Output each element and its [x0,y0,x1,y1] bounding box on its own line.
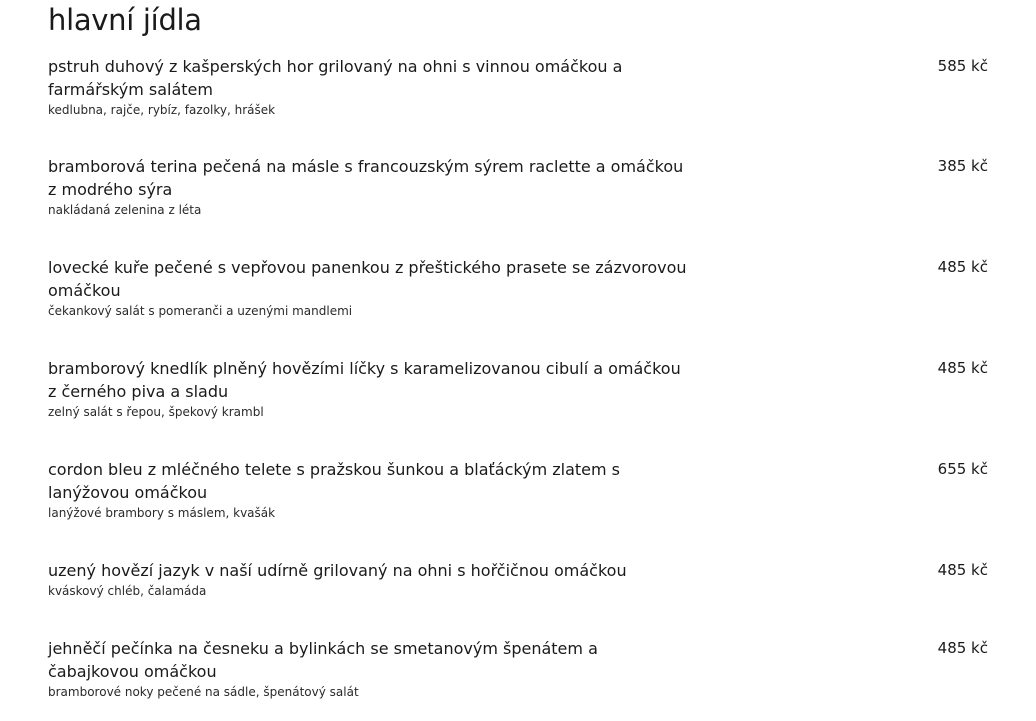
dish-sides: čekankový salát s pomeranči a uzenými mandlemi [48,304,353,318]
menu-item-cordon-bleu [48,458,988,521]
dish-price: 655 kč [937,460,988,478]
menu-item-beef-tongue [48,559,988,599]
dish-name: cordon bleu z mléčného telete s pražskou šunkou a blaťáckým zlatem s lanýžovou omáčkou [48,460,621,502]
dish-name: lovecké kuře pečené s vepřovou panenkou z přeštického prasete se zázvorovou omáčkou [48,258,687,300]
dish-price: 485 kč [937,639,988,657]
dish-name: jehněčí pečínka na česneku a bylinkách se smetanovým špenátem a čabajkovou omáčkou [48,639,598,681]
dish-name: bramborová terina pečená na másle s francouzským sýrem raclette a omáčkou z modrého sýra [48,157,684,199]
dish-price: 485 kč [937,359,988,377]
menu-item-trout [48,55,988,118]
dish-sides: kváskový chléb, čalamáda [48,584,207,598]
dish-name: uzený hovězí jazyk v naší udírně grilovaný na ohni s hořčičnou omáčkou [48,561,627,580]
dish-price: 385 kč [937,157,988,175]
menu-item-hunter-chicken [48,256,988,319]
menu-item-lamb-roast [48,637,988,700]
section-title: hlavní jídla [48,3,202,37]
dish-name: pstruh duhový z kašperských hor grilovaný na ohni s vinnou omáčkou a farmářským salátem [48,57,623,99]
dish-price: 485 kč [937,561,988,579]
dish-sides: nakládaná zelenina z léta [48,203,202,217]
dish-sides: zelný salát s řepou, špekový krambl [48,405,264,419]
dish-sides: lanýžové brambory s máslem, kvašák [48,506,276,520]
menu-item-potato-dumpling [48,357,988,420]
dish-price: 585 kč [937,57,988,75]
dish-sides: kedlubna, rajče, rybíz, fazolky, hrášek [48,103,276,117]
dish-price: 485 kč [937,258,988,276]
dish-sides: bramborové noky pečené na sádle, špenátový salát [48,685,359,699]
dish-name: bramborový knedlík plněný hovězími líčky s karamelizovanou cibulí a omáčkou z černého piva a sladu [48,359,681,401]
menu-item-potato-terrine [48,155,988,218]
